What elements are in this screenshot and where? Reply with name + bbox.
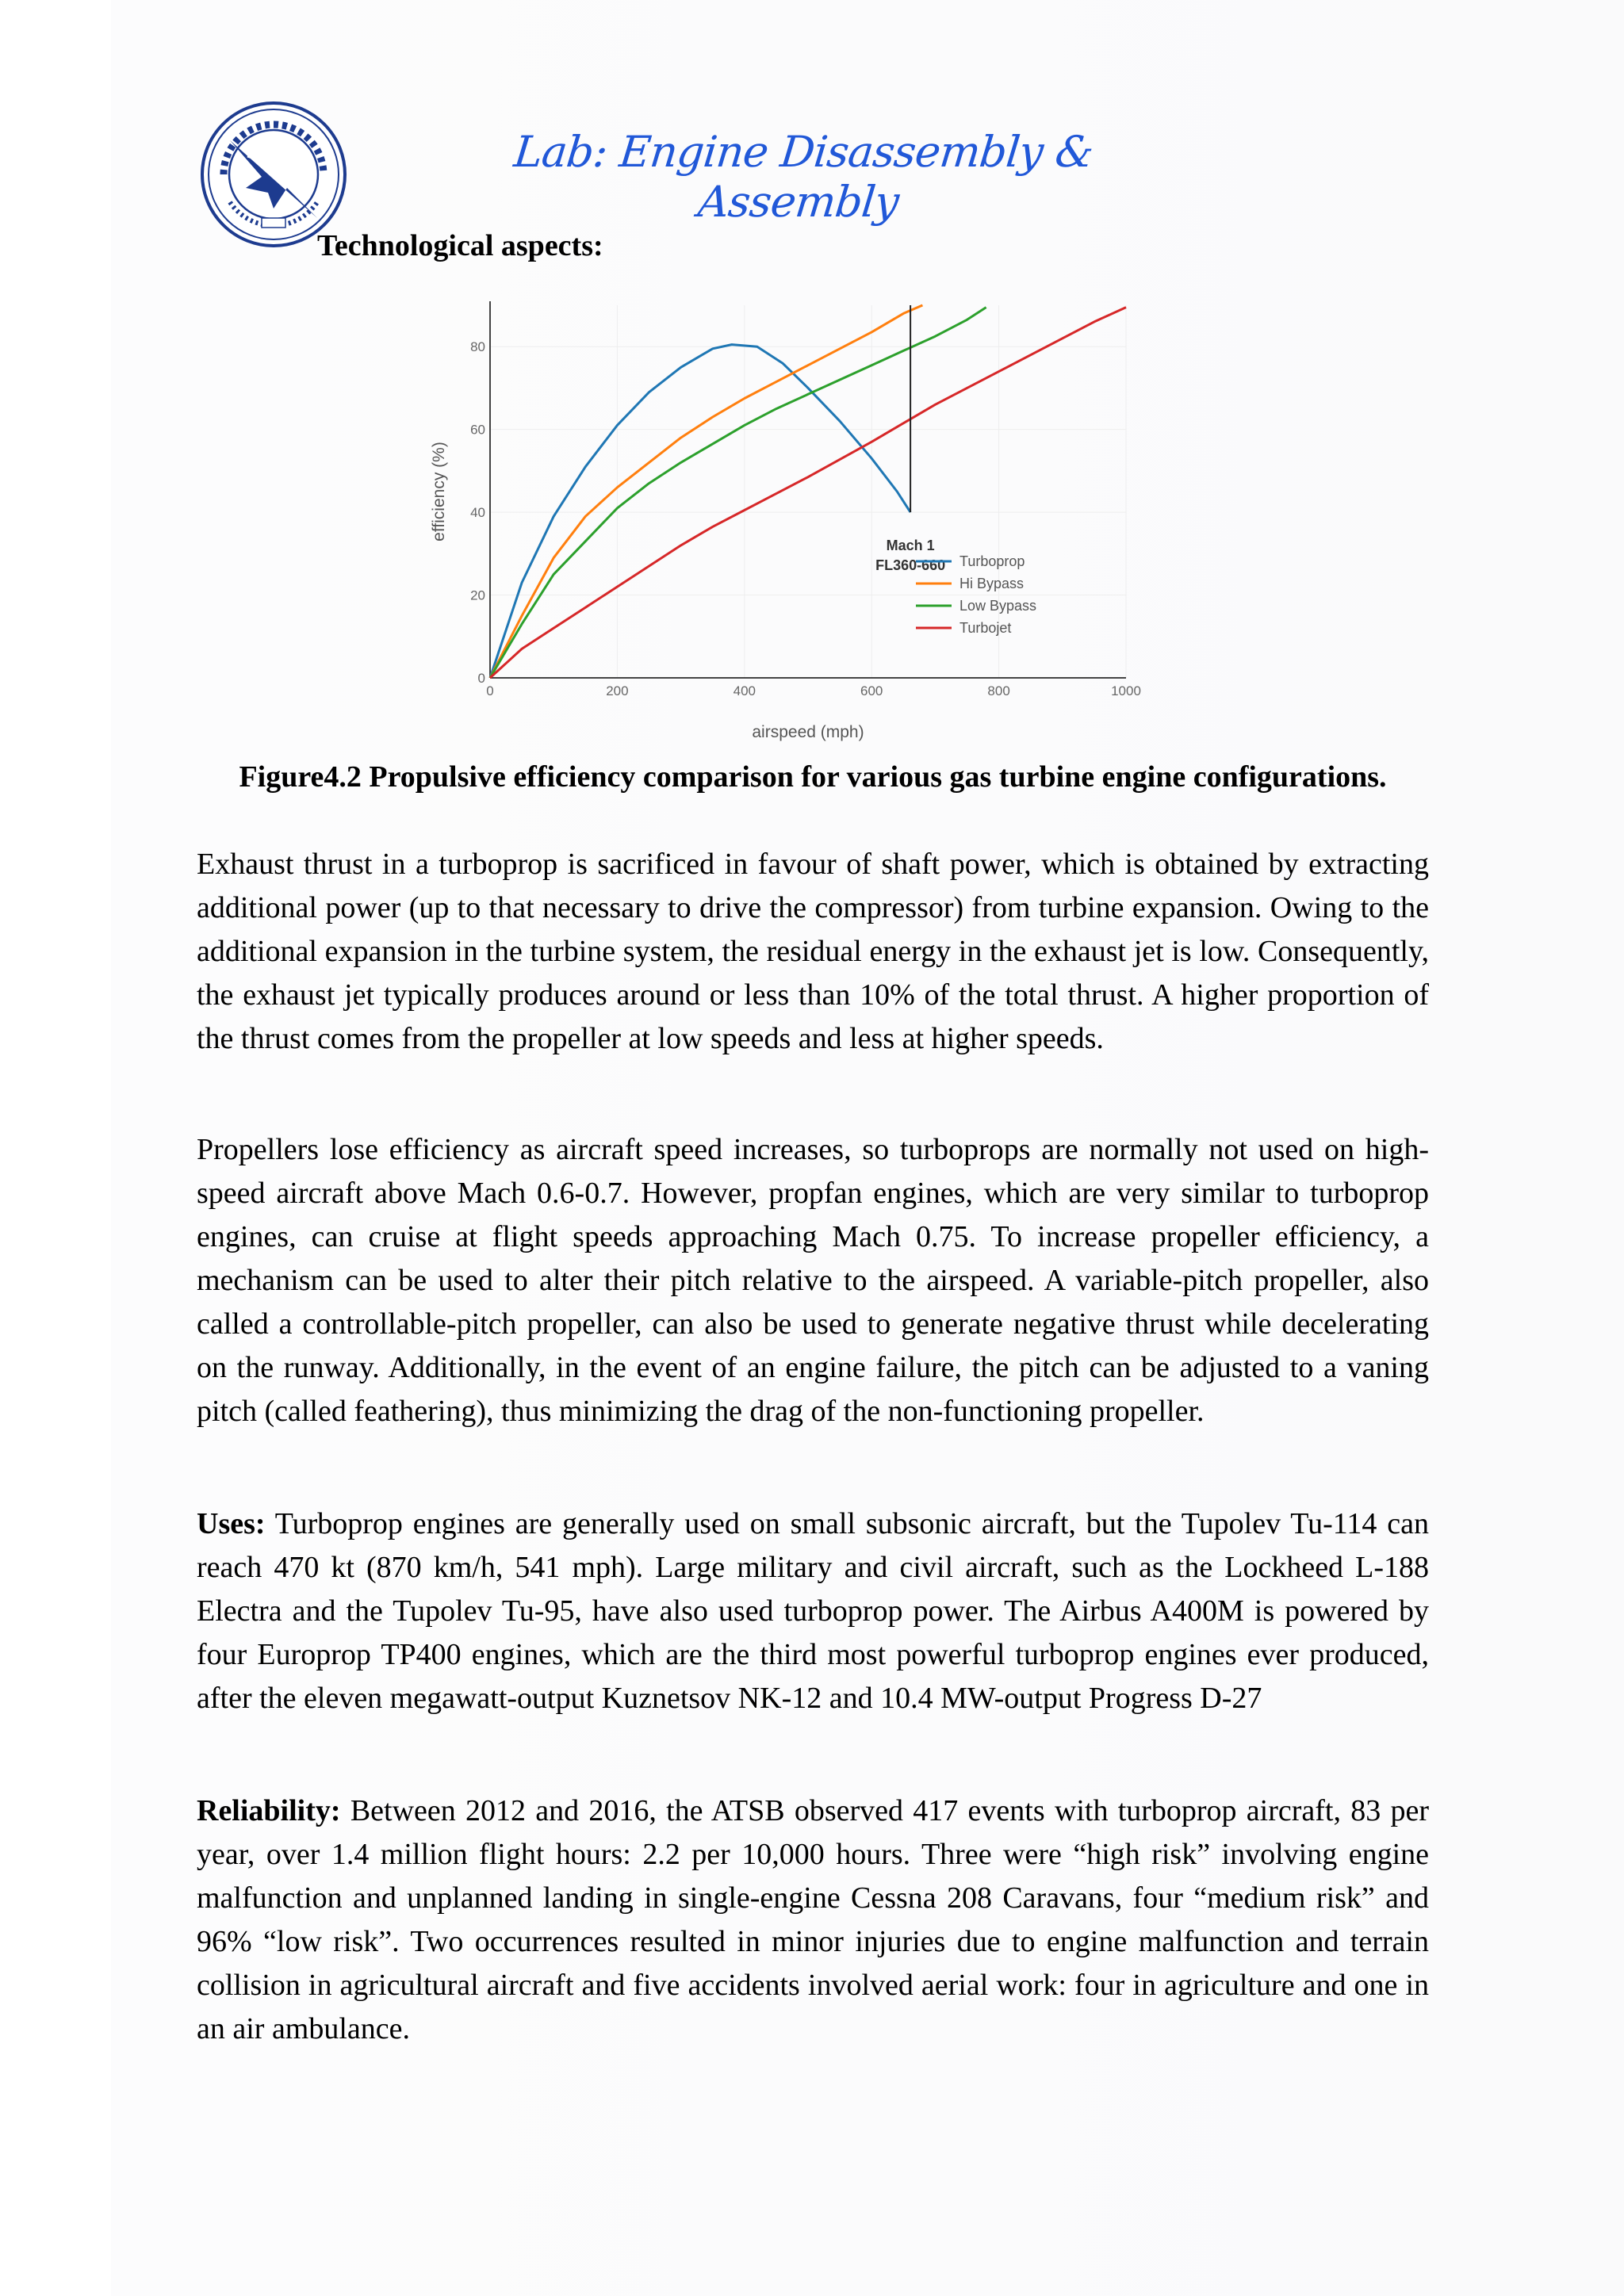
y-tick-label: 20	[470, 587, 485, 603]
y-tick-label: 80	[470, 339, 485, 355]
figure-caption: Figure4.2 Propulsive efficiency comparison for various gas turbine engine configurations.	[239, 760, 1387, 794]
x-tick-label: 1000	[1111, 683, 1141, 698]
x-tick-label: 200	[606, 683, 629, 698]
uses-text: Turboprop engines are generally used on small subsonic aircraft, but the Tupolev Tu-114 can reach 470 kt (870 km/h, 541 mph). Large military and civil aircraft, such as the Lockheed L-188 Electra and the Tupolev Tu-95, have also used turboprop power. The Airbus A400M is powered by four Europrop TP400 engines, which are the third most powerful turboprop engines ever produced, after the eleven megawatt-output Kuznetsov NK-12 and 10.4 MW-output Progress D-27	[197, 1507, 1429, 1715]
y-tick-label: 60	[470, 422, 485, 438]
chart-annotation	[875, 305, 945, 573]
chart-grid	[490, 305, 1126, 678]
legend-label: Turboprop	[959, 553, 1025, 569]
paragraph-exhaust-thrust: Exhaust thrust in a turboprop is sacrificed in favour of shaft power, which is obtained by extracting additional power (up to that necessary to drive the compressor) from turbine expansion. Owing to the additional expansion in the turbine system, the residual energy in the exhaust jet is low. Consequently, the exhaust jet typically produces around or less than 10% of the total thrust. A higher proportion of the thrust comes from the propeller at low speeds and less at higher speeds.	[197, 848, 1429, 1055]
y-axis-label: efficiency (%)	[430, 442, 448, 541]
uses-label: Uses:	[197, 1507, 266, 1540]
x-tick-label: 800	[987, 683, 1010, 698]
y-tick-label: 40	[470, 505, 485, 521]
x-tick-label: 0	[486, 683, 494, 698]
legend-label: Turbojet	[959, 620, 1012, 636]
paragraph-reliability	[197, 1789, 1429, 2051]
paragraph-propellers: Propellers lose efficiency as aircraft speed increases, so turboprops are normally not used on high-speed aircraft above Mach 0.6-0.7. However, propfan engines, which are very similar to turboprop engines, can cruise at flight speeds approaching Mach 0.75. To increase propeller efficiency, a mechanism can be used to alter their pitch relative to the airspeed. A variable-pitch propeller, also called a controllable-pitch propeller, can also be used to generate negative thrust while decelerating on the runway. Additionally, in the event of an engine failure, the pitch can be adjusted to a vaning pitch (called feathering), thus minimizing the drag of the non-functioning propeller.	[197, 1133, 1429, 1428]
legend-label: Low Bypass	[959, 598, 1037, 614]
chart-series	[490, 305, 1126, 678]
series-line-hi-bypass	[490, 305, 922, 678]
efficiency-chart	[420, 293, 1158, 749]
reliability-label: Reliability:	[197, 1794, 341, 1827]
legend-label: Hi Bypass	[959, 576, 1025, 591]
series-line-turbojet	[490, 308, 1126, 678]
chart-axes	[470, 301, 1141, 698]
mach1-annotation-text: FL360-660	[875, 557, 946, 574]
x-tick-label: 400	[733, 683, 756, 698]
x-axis-label: airspeed (mph)	[752, 723, 864, 741]
university-seal-logo	[198, 99, 349, 250]
mach1-annotation-text: Mach 1	[886, 538, 935, 554]
section-heading: Technological aspects:	[317, 229, 603, 262]
paragraph-uses	[197, 1502, 1429, 1720]
lab-title: Lab: Engine Disassembly & Assembly	[511, 127, 1096, 227]
reliability-text: Between 2012 and 2016, the ATSB observed 417 events with turboprop aircraft, 83 per year, over 1.4 million flight hours: 2.2 per 10,000 hours. Three were “high risk” involving engine malfunction and unplanned landing in single-engine Cessna 208 Caravans, four “medium risk” and 96% “low risk”. Two occurrences resulted in minor injuries due to engine malfunction and terrain collision in agricultural aircraft and five accidents involved aerial work: four in agriculture and one in an air ambulance.	[197, 1794, 1430, 2045]
x-tick-label: 600	[860, 683, 883, 698]
y-tick-label: 0	[477, 671, 485, 686]
